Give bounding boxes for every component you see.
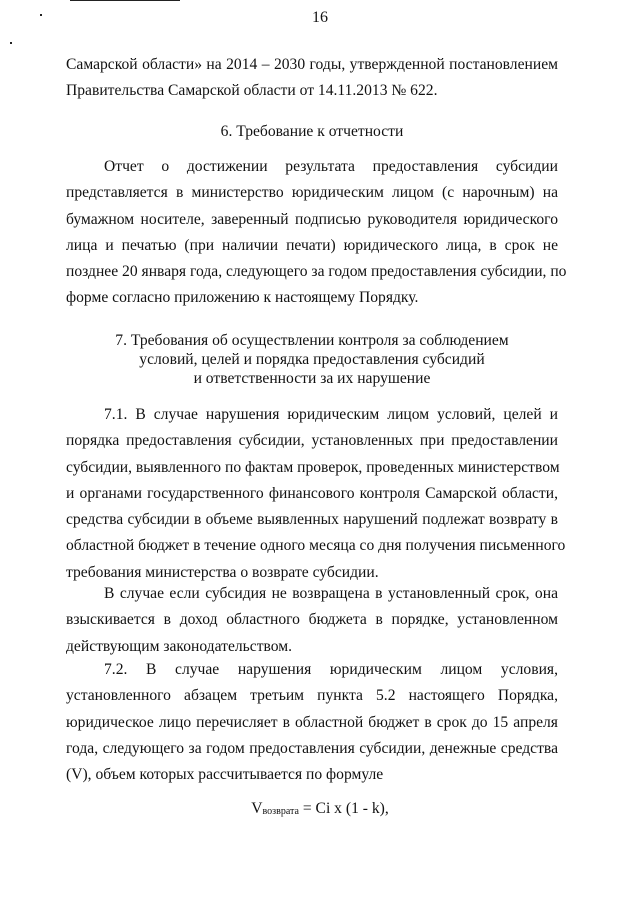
text-line: и органами государственного финансового контроля Самарской области, [66,484,558,502]
paragraph-return [66,581,558,660]
text-line: В случае если субсидия не возвращена в установленный срок, она [104,585,558,602]
text-line: Правительства Самарской области от 14.11.2013 № 622. [66,82,438,100]
text-line: года, следующего за годом предоставления субсидии, денежные средства [66,739,558,757]
paragraph-7-2 [66,657,558,788]
paragraph-7-1 [66,402,566,586]
text-line: действующим законодательством. [66,637,293,655]
text-line: (V), объем которых рассчитывается по формуле [66,766,384,784]
paragraph-intro [66,52,558,105]
text-line: требования министерства о возврате субсидии. [66,563,379,581]
formula-subscript: возврата [262,806,299,817]
section-6-title: 6. Требование к отчетности [220,123,404,140]
text-line: лица и печатью (при наличии печати) юридического лица, в срок не [66,236,558,254]
text-line: представляется в министерство юридическим лицом (с нарочным) на [66,184,558,202]
text-line: Самарской области» на 2014 – 2030 годы, утвержденной постановлением [66,56,558,73]
formula-symbol: V [251,800,263,817]
text-line: порядка предоставления субсидии, установленных при предоставлении [66,432,558,450]
formula [0,800,640,818]
text-line: установленного абзацем третьим пункта 5.2 настоящего Порядка, [66,687,558,705]
formula-expression: = Ci x (1 - k), [298,800,389,817]
scan-edge-line [70,0,180,1]
text-line: средства субсидии в объеме выявленных нарушений подлежат возврату в [66,511,558,529]
text-line: 7.1. В случае нарушения юридическим лицом условий, целей и [104,406,558,423]
text-line: субсидии, выявленного по фактам проверок, проведенных министерством [66,458,560,476]
text-line: областной бюджет в течение одного месяца со дня получения письменного [66,537,566,555]
text-line: позднее 20 января года, следующего за годом предоставления субсидии, по [66,263,567,281]
text-line: взыскивается в доход областного бюджета в порядке, установленном [66,611,558,629]
text-line: форме согласно приложению к настоящему Порядку. [66,289,419,307]
page-number: 16 [312,9,328,26]
text-line: Отчет о достижении результата предоставления субсидии [104,158,558,175]
scan-dot [10,42,12,44]
paragraph-report [66,154,567,312]
section-7-title: 7. Требования об осуществлении контроля за соблюдением условий, целей и порядка предоставления субсидий и ответственности за их нарушение [115,332,509,387]
text-line: 7.2. В случае нарушения юридическим лицом условия, [104,661,558,678]
text-line: бумажном носителе, заверенный подписью руководителя юридического [66,210,558,228]
text-line: юридическое лицо перечисляет в областной бюджет в срок до 15 апреля [66,713,558,731]
